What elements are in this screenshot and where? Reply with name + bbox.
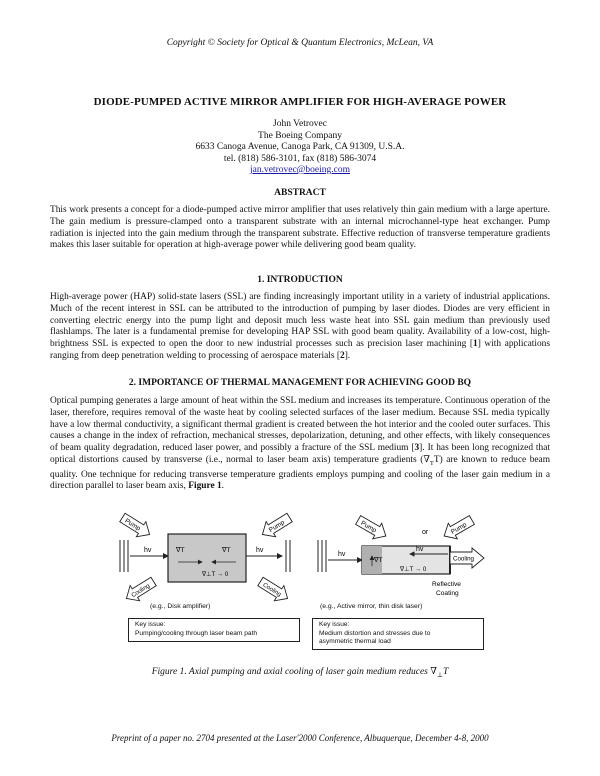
left-grad-t-label-1: ∇T: [176, 547, 185, 554]
author-organization: The Boeing Company: [258, 130, 342, 141]
figure-1-diagram: [110, 512, 490, 612]
right-key-issue-text-1: Medium distortion and stresses due to: [319, 629, 431, 637]
svg-text:Pump: Pump: [267, 519, 287, 535]
right-hv-in-label: hv: [338, 551, 346, 558]
left-key-issue-box: [128, 618, 300, 642]
citation-1: 1: [473, 339, 478, 350]
paper-title: DIODE-PUMPED ACTIVE MIRROR AMPLIFIER FOR HIGH-AVERAGE POWER: [93, 96, 507, 108]
right-key-issue-text-2: asymmetric thermal load: [319, 638, 391, 645]
right-grad-perp-label: ∇⊥T → 0: [400, 566, 427, 573]
right-panel-sublabel: (e.g., Active mirror, thin disk laser): [320, 603, 423, 610]
right-key-issue-title: Key issue:: [319, 621, 350, 628]
section-2-heading: 2. IMPORTANCE OF THERMAL MANAGEMENT FOR ACHIEVING GOOD BQ: [128, 378, 472, 388]
right-hv-reflect-label: hv: [416, 546, 424, 553]
preprint-footer: Preprint of a paper no. 2704 presented at the Laser'2000 Conference, Albuquerque, December 4-8, 2000: [111, 733, 489, 743]
left-cooling-arrow-2: [256, 574, 293, 606]
left-grad-perp-label: ∇⊥T → 0: [202, 571, 229, 578]
left-grad-t-label-2: ∇T: [222, 547, 231, 554]
right-or-label: or: [422, 529, 429, 536]
author-block: [0, 119, 600, 177]
right-key-issue-box: [312, 618, 484, 650]
figure-1-caption: Figure 1. Axial pumping and axial cooling of laser gain medium reduces $\nabla_\perp T$: [151, 667, 449, 679]
citation-2: 2: [340, 350, 345, 361]
section-1-heading: 1. INTRODUCTION: [257, 275, 343, 285]
copyright-notice: Copyright © Society for Optical & Quantum Electronics, McLean, VA: [166, 38, 434, 48]
right-pump-arrow-2: [440, 512, 477, 544]
abstract-text: This work presents a concept for a diode-pumped active mirror amplifier that uses relatively thin gain medium with a large aperture. The gain medium is pressure-clamped onto a transparent substrate with an internal microchannel-type heat exchanger. Pump radiation is injected into the gain medium through the transparent substrate. Effective reduction of transverse temperature gradients makes this laser suitable for operation at high-average power while delivering good beam quality.: [50, 205, 550, 251]
figure-1-reference: Figure 1: [188, 481, 222, 492]
left-key-issue-title: Key issue:: [135, 621, 166, 628]
left-panel-diagram: [118, 512, 295, 606]
right-pump-arrow-1: [354, 512, 391, 544]
reflective-label-1: Reflective: [432, 581, 461, 588]
author-email-link[interactable]: jan.vetrovec@boeing.com: [249, 165, 351, 175]
author-name: John Vetrovec: [273, 119, 327, 129]
author-phone: tel. (818) 586-3101, fax (818) 586-3074: [223, 153, 377, 164]
svg-text:Cooling: Cooling: [130, 583, 152, 600]
author-address: 6633 Canoga Avenue, Canoga Park, CA 91309, U.S.A.: [195, 142, 405, 152]
left-hv-out-label: hv: [256, 547, 264, 554]
section-2-text: Optical pumping generates a large amount of heat within the SSL medium and increases its temperature. Continuous operation of the laser, therefore, requires removal of the waste heat by cooling selected surfaces of the laser medium. Because SSL media typically have a low thermal conductivity, a significant thermal gradient is created between the hot interior and the cooled outer surfaces. This causes a change in the index of refraction, mechanical stresses, depolarization, detuning, and other effects, with likely consequences of beam quality degradation, reduced laser power, and possibly a fracture of the SSL medium [3]. It has been long recognized that optical distortions caused by transverse (i.e., normal to laser beam axis) temperature gradients $(\nabla_TT)$ are known to reduce beam quality. One technique for reducing transverse temperature gradients employs pumping and cooling of the laser gain medium in a direction parallel to laser beam axis, Figure 1.: [50, 396, 550, 492]
left-pump-arrow-1: [118, 512, 155, 542]
left-hv-label: hv: [144, 547, 152, 554]
citation-3: 3: [414, 443, 420, 454]
left-pump-arrow-2: [258, 512, 295, 542]
left-panel-sublabel: (e.g., Disk amplifier): [150, 603, 211, 610]
reflective-label-2: Coating: [436, 590, 459, 597]
left-key-issue-text: Pumping/cooling through laser beam path: [135, 629, 258, 637]
left-cooling-arrow-1: [122, 574, 159, 606]
svg-text:Pump: Pump: [359, 519, 378, 535]
svg-text:Pump: Pump: [449, 521, 469, 536]
svg-text:Cooling: Cooling: [261, 582, 282, 599]
svg-text:Cooling: Cooling: [453, 555, 474, 563]
right-cooling-arrow: [450, 548, 484, 568]
section-1-text: High-average power (HAP) solid-state lasers (SSL) are finding increasingly important utility in a variety of industrial applications. Much of the recent interest in SSL can be attributed to the introduction of pumping by laser diodes. Diodes are very efficient in converting electric energy into the pump light and deposit much less waste heat into SSL gain medium than previously used flashlamps. The later is a fundamental premise for developing HAP SSL with good beam quality. Availability of a low-cost, high-brightness SSL is expected to open the door to new industrial processes such as precision laser machining [1] with applications ranging from deep penetration welding to processing of aerospace materials [2].: [50, 292, 550, 361]
svg-text:Pump: Pump: [123, 517, 142, 533]
right-panel-diagram: [318, 512, 484, 597]
right-grad-t-label: ∇T: [374, 557, 383, 564]
abstract-heading: ABSTRACT: [274, 188, 326, 198]
